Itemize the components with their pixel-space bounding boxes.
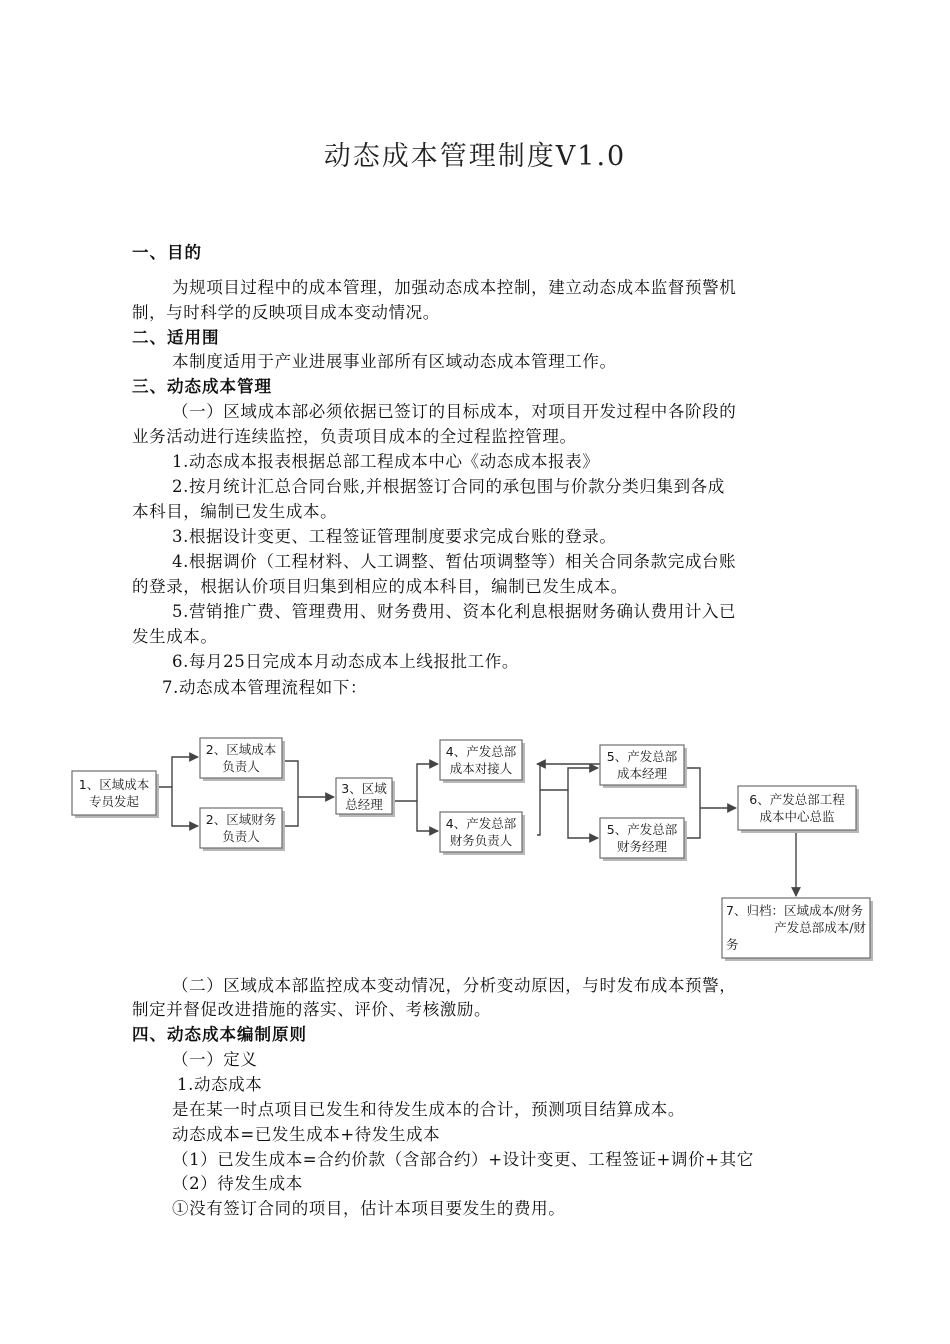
node-label: 7、归档：区域成本/财务 xyxy=(726,903,864,918)
formula-line: （1）已发生成本=合约价款（含部合约）+设计变更、工程签证+调价+其它 xyxy=(172,1150,754,1169)
list-item: 6.每月25日完成本月动态成本上线报批工作。 xyxy=(172,652,519,671)
flow-node-hq-cost-contact xyxy=(440,740,525,783)
node-label: 财务经理 xyxy=(616,839,668,854)
node-label: 负责人 xyxy=(222,829,260,844)
flow-node-initiator xyxy=(72,771,159,818)
node-label: 3、区域 xyxy=(341,781,387,796)
node-label: 成本对接人 xyxy=(449,761,513,776)
node-label: 1、区域成本 xyxy=(78,777,150,792)
section-heading-dynamic-cost: 三、动态成本管理 xyxy=(132,377,272,396)
node-label: 财务负责人 xyxy=(449,833,513,848)
section-heading-principles: 四、动态成本编制原则 xyxy=(132,1025,307,1044)
node-label: 专员发起 xyxy=(88,794,140,809)
paragraph-line: （二）区域成本部监控成本变动情况，分析变动原因，与时发布成本预警， xyxy=(172,976,737,995)
node-label: 成本经理 xyxy=(616,766,668,781)
node-label: 6、产发总部工程 xyxy=(749,792,845,807)
paragraph-line: （一）区域成本部必须依据已签订的目标成本，对项目开发过程中各阶段的 xyxy=(172,402,737,421)
page-title: 动态成本管理制度V1.0 xyxy=(323,141,627,172)
formula-line: （2）待发生成本 xyxy=(172,1174,303,1193)
paragraph-line: 本制度适用于产业进展事业部所有区域动态成本管理工作。 xyxy=(172,352,617,371)
node-label: 成本中心总监 xyxy=(759,809,835,824)
flow-node-region-cost-lead xyxy=(200,738,285,781)
node-label: 总经理 xyxy=(345,797,383,812)
list-item: 的登录，根据认价项目归集到相应的成本科目，编制已发生成本。 xyxy=(132,577,628,596)
section-heading-scope: 二、适用围 xyxy=(132,328,220,347)
flow-node-region-gm xyxy=(336,778,395,817)
node-label: 产发总部成本/财 xyxy=(774,920,866,935)
flow-node-hq-cost-manager xyxy=(600,745,687,788)
node-label: 5、产发总部 xyxy=(606,822,678,837)
paragraph-line: 制定并督促改进措施的落实、评价、考核激励。 xyxy=(132,1000,492,1019)
flow-node-archive xyxy=(722,898,873,961)
flow-node-region-finance-lead xyxy=(200,808,285,851)
node-label: 4、产发总部 xyxy=(445,816,517,831)
list-item: ①没有签订合同的项目，估计本项目要发生的费用。 xyxy=(172,1199,566,1218)
paragraph-line: 是在某一时点项目已发生和待发生成本的合计，预测项目结算成本。 xyxy=(172,1100,685,1119)
flow-node-hq-finance-lead xyxy=(440,812,525,855)
node-label: 务 xyxy=(726,937,739,952)
paragraph-line: 业务活动进行连续监控，负责项目成本的全过程监控管理。 xyxy=(132,427,577,446)
list-item: 4.根据调价（工程材料、人工调整、暂估项调整等）相关合同条款完成台账 xyxy=(172,552,737,571)
paragraph-line: 为规项目过程中的成本管理，加强动态成本控制，建立动态成本监督预警机 xyxy=(172,278,737,297)
node-label: 负责人 xyxy=(222,759,260,774)
node-label: 4、产发总部 xyxy=(445,744,517,759)
node-label: 2、区域成本 xyxy=(205,742,277,757)
node-label: 2、区域财务 xyxy=(205,812,277,827)
section-heading-purpose: 一、目的 xyxy=(132,243,202,262)
list-item: 7.动态成本管理流程如下： xyxy=(162,678,368,697)
flowchart xyxy=(60,728,880,968)
sub-heading: （一）定义 xyxy=(172,1050,258,1069)
node-label: 5、产发总部 xyxy=(606,749,678,764)
list-item: 发生成本。 xyxy=(132,627,218,646)
list-item: 2.按月统计汇总合同台账,并根据签订合同的承包围与价款分类归集到各成 xyxy=(172,477,725,496)
paragraph-line: 制，与时科学的反映项目成本变动情况。 xyxy=(132,303,440,322)
list-item: 3.根据设计变更、工程签证管理制度要求完成台账的登录。 xyxy=(172,527,617,546)
list-item: 5.营销推广费、管理费用、财务费用、资本化利息根据财务确认费用计入已 xyxy=(172,602,737,621)
list-item: 1.动态成本 xyxy=(177,1075,263,1094)
list-item: 本科目，编制已发生成本。 xyxy=(132,502,338,521)
flow-node-hq-cost-center-director xyxy=(738,786,859,833)
list-item: 1.动态成本报表根据总部工程成本中心《动态成本报表》 xyxy=(172,452,600,471)
flow-node-hq-finance-manager xyxy=(600,818,687,861)
formula-line: 动态成本=已发生成本+待发生成本 xyxy=(172,1125,441,1144)
